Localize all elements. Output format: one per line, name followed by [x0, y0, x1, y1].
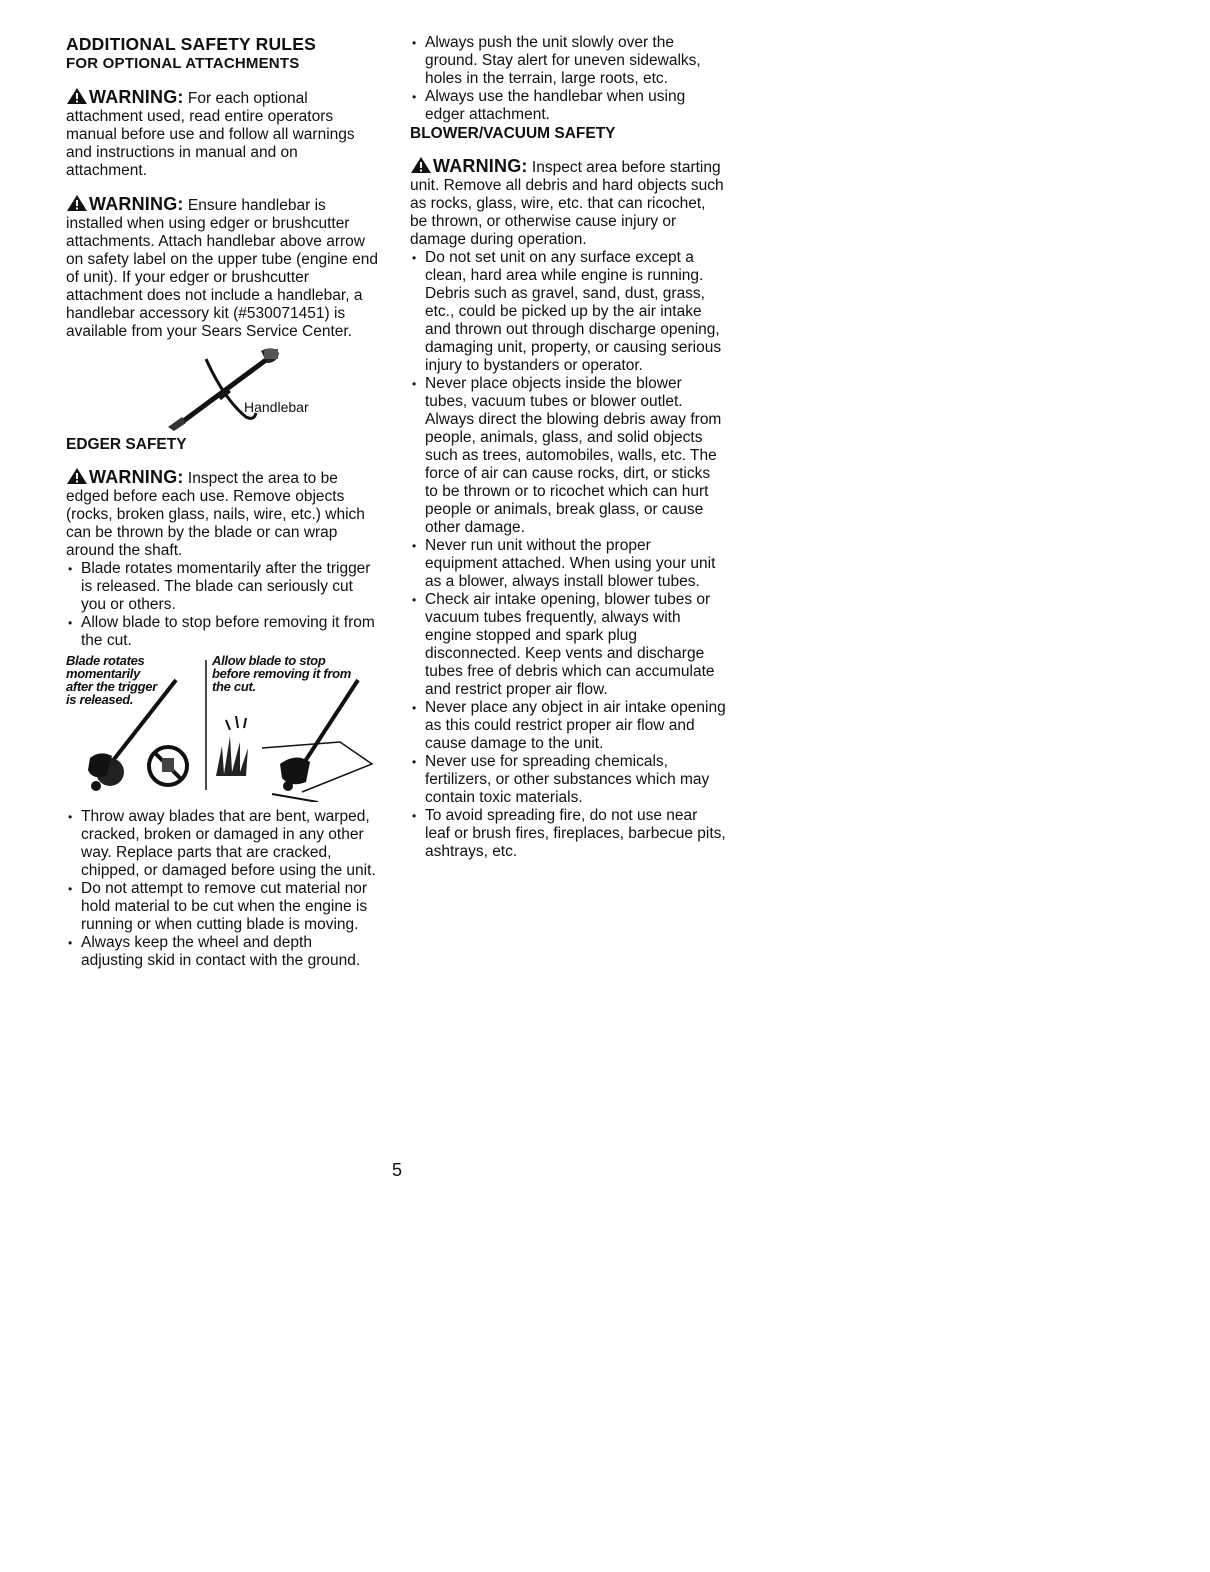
warning-text: Inspect area before starting unit. Remove all debris and hard objects such as rocks, glass, wire, etc. that can ricochet, be thrown, or otherwise cause injury or damage during operation.: [410, 159, 724, 248]
warning-triangle-icon: [66, 467, 88, 485]
handlebar-illustration: [166, 345, 296, 431]
warning-label: WARNING:: [89, 194, 184, 214]
warning-text: Ensure handlebar is installed when using edger or brushcutter attachments. Attach handlebar above arrow on safety label on the upper tube (engine end of unit). If your edger or brushcutter attachment does not include a handlebar, a handlebar accessory kit (#530071451) is available from your Sears Service Center.: [66, 197, 378, 340]
right-column: [410, 34, 726, 861]
list-item: • Do not set unit on any surface except a clean, hard area while engine is running. Debris such as gravel, sand, dust, grass, etc., could be picked up by the air intake and thrown out through discharge opening, damaging unit, property, or causing serious injury to bystanders or operator.: [410, 249, 726, 375]
warning-label: WARNING:: [89, 87, 184, 107]
blower-bullets: [410, 249, 726, 861]
handlebar-caption: Handlebar: [244, 399, 309, 415]
handlebar-figure: [66, 345, 378, 431]
list-item: • Never place objects inside the blower tubes, vacuum tubes or blower outlet. Always direct the blowing debris away from people, animals, glass, and solid objects such as trees, automobiles, walls, etc. The force of air can cause rocks, dirt, or sticks to be thrown or to ricochet which can hurt people or animals, break glass, or cause other damage.: [410, 375, 726, 537]
list-item: • Check air intake opening, blower tubes or vacuum tubes frequently, always with engine stopped and spark plug disconnected. Keep vents and discharge tubes free of debris which can accumulate and restrict proper air flow.: [410, 591, 726, 699]
warning-triangle-icon: [410, 156, 432, 174]
list-item: • Blade rotates momentarily after the trigger is released. The blade can seriously cut you or others.: [66, 560, 378, 614]
list-item: • Never use for spreading chemicals, fertilizers, or other substances which may contain toxic materials.: [410, 753, 726, 807]
warning-handlebar: [66, 194, 378, 341]
warning-text: Inspect the area to be edged before each use. Remove objects (rocks, broken glass, nails, wire, etc.) which can be thrown by the blade or can wrap around the shaft.: [66, 470, 365, 559]
section-subtitle: FOR OPTIONAL ATTACHMENTS: [66, 55, 300, 72]
list-item: • Always use the handlebar when using edger attachment.: [410, 88, 726, 124]
edger-figure: [66, 654, 378, 802]
blower-vacuum-safety-heading: BLOWER/VACUUM SAFETY: [410, 125, 616, 142]
list-item: • Throw away blades that are bent, warped, cracked, broken or damaged in any other way. Replace parts that are cracked, chipped, or damaged before using the unit.: [66, 808, 378, 880]
list-item: • Do not attempt to remove cut material nor hold material to be cut when the engine is running or when cutting blade is moving.: [66, 880, 378, 934]
left-column: [66, 34, 378, 970]
list-item: • Always keep the wheel and depth adjusting skid in contact with the ground.: [66, 934, 378, 970]
warning-blower: [410, 156, 726, 249]
warning-triangle-icon: [66, 194, 88, 212]
list-item: • Allow blade to stop before removing it from the cut.: [66, 614, 378, 650]
warning-label: WARNING:: [89, 467, 184, 487]
page-number: 5: [392, 1160, 403, 1180]
warning-optional-attachments: [66, 87, 378, 180]
list-item: • Never run unit without the proper equipment attached. When using your unit as a blower, always install blower tubes.: [410, 537, 726, 591]
warning-text: For each optional attachment used, read entire operators manual before use and follow all warnings and instructions in manual and on attachment.: [66, 90, 355, 179]
section-title: ADDITIONAL SAFETY RULES: [66, 34, 316, 54]
edger-safety-heading: EDGER SAFETY: [66, 436, 187, 453]
edger-bullets-b: [66, 808, 378, 970]
list-item: • To avoid spreading fire, do not use near leaf or brush fires, fireplaces, barbecue pits, ashtrays, etc.: [410, 807, 726, 861]
edger-bullets-a: [66, 560, 378, 650]
list-item: • Never place any object in air intake opening as this could restrict proper air flow and cause damage to the unit.: [410, 699, 726, 753]
figure-caption-left: Blade rotates momentarily after the trigger is released.: [66, 653, 157, 707]
edger-bullets-c: [410, 34, 726, 124]
figure-caption-right: Allow blade to stop before removing it from the cut.: [212, 653, 352, 694]
list-item: • Always push the unit slowly over the ground. Stay alert for uneven sidewalks, holes in the terrain, large roots, etc.: [410, 34, 726, 88]
warning-label: WARNING:: [433, 156, 528, 176]
warning-edger: [66, 467, 378, 560]
warning-triangle-icon: [66, 87, 88, 105]
prohibition-icon: [149, 747, 187, 785]
